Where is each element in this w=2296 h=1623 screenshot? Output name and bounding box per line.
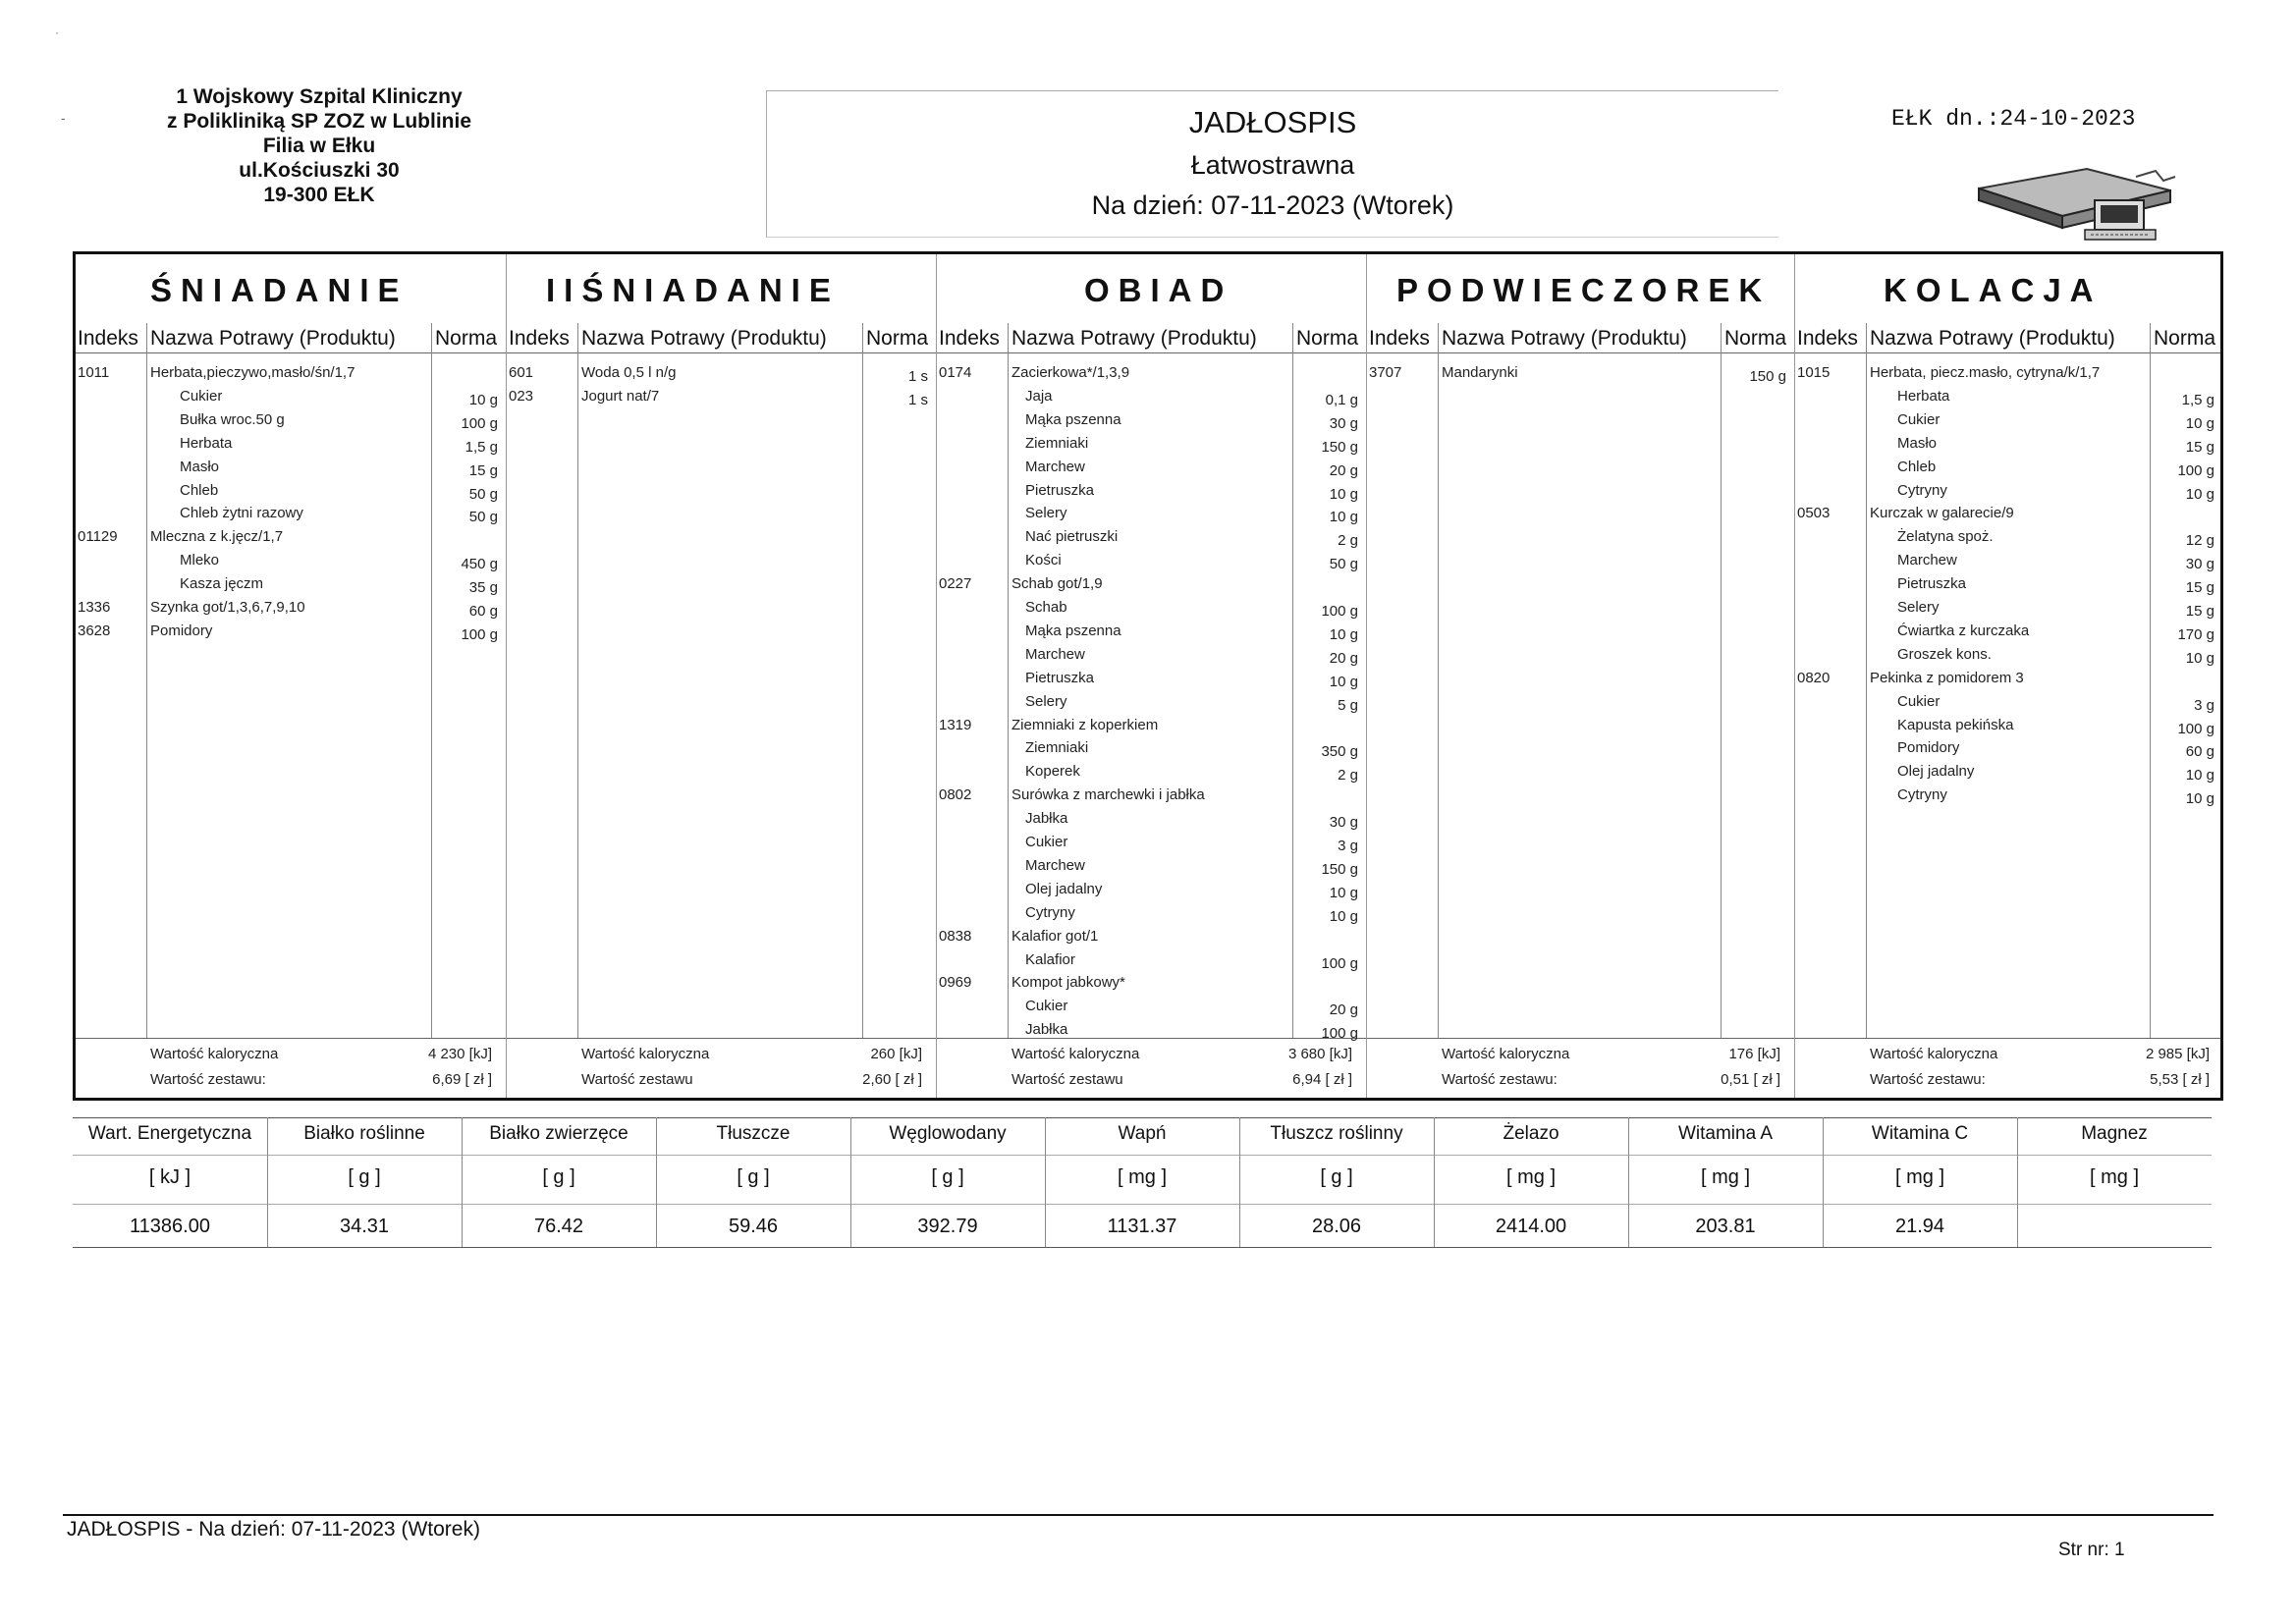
nutrient-unit: [ mg ] — [2089, 1166, 2139, 1188]
grid-line — [577, 323, 578, 1038]
meal-title: KOLACJA — [1884, 272, 2103, 308]
dish-index: 601 — [509, 364, 534, 381]
nutrient-unit: [ g ] — [1320, 1166, 1353, 1188]
ingredient-name: Chleb żytni razowy — [180, 505, 303, 522]
calorie-value: 3 680 [kJ] — [1287, 1046, 1352, 1062]
norm-quantity: 30 g — [1329, 414, 1358, 432]
column-header-name: Nazwa Potrawy (Produktu) — [150, 327, 396, 350]
norm-quantity: 3 g — [1338, 838, 1358, 854]
column-header-index: Indeks — [1369, 327, 1430, 350]
nutrient-value: 392.79 — [917, 1216, 978, 1237]
nutrient-value: 1131.37 — [1107, 1216, 1177, 1237]
norm-quantity: 20 g — [1329, 649, 1358, 667]
norm-quantity: 100 g — [2177, 461, 2214, 479]
norm-quantity: 10 g — [1329, 673, 1358, 690]
nutrient-value: 34.31 — [339, 1216, 390, 1237]
ingredient-name: Olej jadalny — [1025, 880, 1103, 897]
scan-mark: · — [55, 26, 59, 39]
nutrient-label: Witamina A — [1677, 1123, 1774, 1144]
hospital-affiliation: z Polikliniką SP ZOZ w Lublinie — [167, 110, 471, 133]
nutrient-unit: [ g ] — [737, 1166, 770, 1188]
calorie-value: 260 [kJ] — [870, 1046, 922, 1062]
norm-quantity: 15 g — [468, 461, 498, 479]
norm-quantity: 100 g — [1321, 1025, 1358, 1043]
nutrient-unit: [ g ] — [348, 1166, 381, 1188]
meal-column — [76, 254, 506, 1098]
ingredient-name: Cukier — [1025, 998, 1068, 1015]
ingredient-name: Masło — [1897, 434, 1938, 452]
nutrient-label: Witamina C — [1871, 1123, 1969, 1144]
meal-title: OBIAD — [1084, 272, 1233, 308]
norm-quantity: 350 g — [1321, 743, 1358, 761]
ingredient-name: Chleb — [1897, 458, 1937, 475]
dish-name: Pekinka z pomidorem 3 — [1870, 669, 2024, 686]
column-header-name: Nazwa Potrawy (Produktu) — [1870, 327, 2115, 350]
ingredient-name: Pomidory — [1897, 739, 1960, 757]
grid-line — [73, 1247, 2212, 1248]
nutrient-unit: [ kJ ] — [148, 1166, 191, 1188]
column-header-norm: Norma — [1724, 327, 1787, 350]
cost-label: Wartość zestawu: — [1442, 1071, 1558, 1088]
dish-index: 023 — [509, 387, 534, 405]
meal-column — [506, 254, 936, 1098]
ingredient-name: Marchew — [1025, 856, 1085, 874]
norm-quantity: 60 g — [468, 603, 498, 620]
norm-quantity: 1 s — [907, 368, 928, 385]
nutrient-unit: [ mg ] — [1700, 1166, 1750, 1188]
footer-title: JADŁOSPIS - Na dzień: 07-11-2023 (Wtorek) — [67, 1518, 480, 1541]
ingredient-name: Cukier — [180, 387, 223, 405]
cost-value: 2,60 [ zł ] — [862, 1071, 922, 1088]
calorie-label: Wartość kaloryczna — [1442, 1046, 1570, 1062]
ingredient-name: Jaja — [1025, 387, 1053, 405]
norm-quantity: 10 g — [1329, 884, 1358, 901]
column-header-index: Indeks — [509, 327, 570, 350]
ingredient-name: Cukier — [1025, 834, 1068, 850]
dish-name: Surówka z marchewki i jabłka — [1011, 786, 1205, 804]
grid-line — [73, 1155, 2212, 1156]
menu-table — [73, 251, 2223, 1101]
nutrient-unit: [ mg ] — [1117, 1166, 1167, 1188]
meal-column — [936, 254, 1366, 1098]
cost-value: 6,94 [ zł ] — [1292, 1071, 1352, 1088]
grid-line — [73, 1117, 2212, 1118]
dish-index: 0503 — [1797, 505, 1831, 522]
ingredient-name: Kalafior — [1025, 950, 1075, 968]
ingredient-name: Herbata — [1897, 387, 1950, 405]
nutrient-label: Żelazo — [1503, 1123, 1559, 1144]
menu-date: Na dzień: 07-11-2023 (Wtorek) — [1091, 190, 1454, 220]
cost-label: Wartość zestawu — [581, 1071, 693, 1088]
hospital-city: 19-300 EŁK — [263, 184, 375, 206]
grid-line — [431, 323, 432, 1038]
dish-name: Szynka got/1,3,6,7,9,10 — [150, 599, 305, 616]
page-title: JADŁOSPIS — [1188, 105, 1357, 139]
norm-quantity: 20 g — [1329, 1001, 1358, 1019]
grid-line — [1292, 323, 1293, 1038]
norm-quantity: 10 g — [1329, 907, 1358, 925]
dish-index: 0802 — [939, 786, 972, 804]
hospital-address — [118, 84, 520, 207]
column-header-norm: Norma — [866, 327, 929, 350]
norm-quantity: 10 g — [2185, 485, 2214, 503]
dish-name: Herbata,pieczywo,masło/śn/1,7 — [150, 364, 355, 381]
nutrient-value: 2414.00 — [1495, 1216, 1567, 1237]
dish-name: Mleczna z k.jęcz/1,7 — [150, 528, 284, 546]
dish-name: Kompot jabkowy* — [1011, 974, 1125, 992]
norm-quantity: 35 g — [468, 579, 498, 597]
cost-value: 6,69 [ zł ] — [432, 1071, 492, 1088]
meal-title: PODWIECZOREK — [1396, 272, 1772, 308]
column-header-norm: Norma — [1296, 327, 1359, 350]
ingredient-name: Olej jadalny — [1897, 763, 1975, 781]
dish-index: 0820 — [1797, 669, 1831, 686]
ingredient-name: Koperek — [1025, 763, 1080, 781]
nutrient-value: 21.94 — [1894, 1216, 1945, 1237]
norm-quantity: 3 g — [2194, 696, 2214, 714]
norm-quantity: 150 g — [1321, 860, 1358, 878]
nutrient-label: Wart. Energetyczna — [87, 1123, 252, 1144]
meal-title: ŚNIADANIE — [150, 272, 409, 308]
ingredient-name: Mąka pszenna — [1025, 410, 1121, 428]
norm-quantity: 15 g — [2185, 579, 2214, 597]
norm-quantity: 100 g — [1321, 603, 1358, 620]
ingredient-name: Pietruszka — [1897, 575, 1967, 593]
scan-mark: - — [61, 110, 66, 126]
cost-value: 5,53 [ zł ] — [2150, 1071, 2210, 1088]
cost-label: Wartość zestawu — [1011, 1071, 1123, 1088]
cost-label: Wartość zestawu: — [150, 1071, 266, 1088]
norm-quantity: 60 g — [2185, 743, 2214, 761]
ingredient-name: Masło — [180, 458, 220, 475]
ingredient-name: Herbata — [180, 434, 233, 452]
dish-name: Zacierkowa*/1,3,9 — [1011, 364, 1130, 381]
dish-index: 1015 — [1797, 364, 1831, 381]
dish-index: 3707 — [1369, 364, 1402, 381]
title-block — [766, 90, 1778, 238]
norm-quantity: 100 g — [461, 414, 498, 432]
ingredient-name: Mąka pszenna — [1025, 622, 1121, 639]
norm-quantity: 10 g — [1329, 485, 1358, 503]
nutrient-unit: [ g ] — [542, 1166, 575, 1188]
ingredient-name: Selery — [1897, 599, 1940, 616]
calorie-value: 176 [kJ] — [1728, 1046, 1780, 1062]
hospital-name: 1 Wojskowy Szpital Kliniczny — [176, 85, 463, 108]
norm-quantity: 5 g — [1338, 696, 1358, 714]
ingredient-name: Ziemniaki — [1025, 434, 1089, 452]
norm-quantity: 10 g — [1329, 509, 1358, 526]
norm-quantity: 100 g — [2177, 720, 2214, 737]
meal-column — [1366, 254, 1794, 1098]
nutrition-table — [73, 1117, 2214, 1247]
dish-index: 0174 — [939, 364, 972, 381]
dish-name: Herbata, piecz.masło, cytryna/k/1,7 — [1870, 364, 2101, 381]
grid-line — [1008, 323, 1009, 1038]
grid-line — [1721, 323, 1722, 1038]
column-header-name: Nazwa Potrawy (Produktu) — [1442, 327, 1687, 350]
norm-quantity: 450 g — [461, 556, 498, 573]
dish-name: Jogurt nat/7 — [581, 387, 660, 405]
ingredient-name: Pietruszka — [1025, 481, 1095, 499]
calorie-label: Wartość kaloryczna — [581, 1046, 710, 1062]
norm-quantity: 10 g — [1329, 625, 1358, 643]
norm-quantity: 12 g — [2185, 532, 2214, 550]
norm-quantity: 15 g — [2185, 603, 2214, 620]
meal-title: IIŚNIADANIE — [546, 272, 840, 308]
nutrient-value: 76.42 — [533, 1216, 584, 1237]
norm-quantity: 15 g — [2185, 438, 2214, 456]
ingredient-name: Selery — [1025, 692, 1067, 710]
nutrient-value: 59.46 — [728, 1216, 779, 1237]
ingredient-name: Kasza jęczm — [180, 575, 264, 593]
cost-value: 0,51 [ zł ] — [1721, 1071, 1780, 1088]
grid-line — [73, 1204, 2212, 1205]
norm-quantity: 10 g — [2185, 790, 2214, 808]
ingredient-name: Schab — [1025, 599, 1067, 616]
ingredient-name: Marchew — [1897, 552, 1957, 569]
nutrient-unit: [ mg ] — [1894, 1166, 1944, 1188]
norm-quantity: 10 g — [468, 391, 498, 408]
ingredient-name: Jabłka — [1025, 1021, 1068, 1039]
grid-line — [2150, 323, 2151, 1038]
column-header-index: Indeks — [939, 327, 1000, 350]
norm-quantity: 1,5 g — [2181, 391, 2214, 408]
norm-quantity: 20 g — [1329, 461, 1358, 479]
calorie-label: Wartość kaloryczna — [1011, 1046, 1140, 1062]
nutrient-unit: [ mg ] — [1505, 1166, 1556, 1188]
grid-line — [1438, 323, 1439, 1038]
dish-name: Woda 0,5 l n/g — [581, 364, 677, 381]
norm-quantity: 30 g — [2185, 556, 2214, 573]
dish-name: Ziemniaki z koperkiem — [1011, 716, 1159, 733]
dish-index: 1011 — [78, 364, 110, 381]
ingredient-name: Cytryny — [1025, 903, 1075, 921]
dish-name: Kurczak w galarecie/9 — [1870, 505, 2014, 522]
ingredient-name: Kości — [1025, 552, 1062, 569]
norm-quantity: 50 g — [1329, 556, 1358, 573]
norm-quantity: 2 g — [1338, 532, 1358, 550]
calorie-value: 2 985 [kJ] — [2145, 1046, 2210, 1062]
ingredient-name: Groszek kons. — [1897, 645, 1992, 663]
nutrient-label: Magnez — [2081, 1123, 2148, 1144]
norm-quantity: 100 g — [461, 625, 498, 643]
calorie-value: 4 230 [kJ] — [427, 1046, 492, 1062]
book-computer-icon — [1969, 149, 2185, 252]
norm-quantity: 170 g — [2177, 625, 2214, 643]
norm-quantity: 1 s — [907, 391, 928, 408]
dish-index: 1336 — [78, 599, 111, 616]
ingredient-name: Cytryny — [1897, 481, 1947, 499]
norm-quantity: 30 g — [1329, 814, 1358, 832]
ingredient-name: Ziemniaki — [1025, 739, 1089, 757]
ingredient-name: Marchew — [1025, 645, 1085, 663]
nutrient-unit: [ g ] — [931, 1166, 964, 1188]
footer-divider — [63, 1514, 2214, 1516]
column-header-index: Indeks — [78, 327, 138, 350]
norm-quantity: 100 g — [1321, 954, 1358, 972]
ingredient-name: Ćwiartka z kurczaka — [1897, 622, 2030, 639]
norm-quantity: 10 g — [2185, 767, 2214, 784]
ingredient-name: Selery — [1025, 505, 1067, 522]
hospital-street: ul.Kościuszki 30 — [239, 159, 400, 182]
column-header-name: Nazwa Potrawy (Produktu) — [1011, 327, 1257, 350]
norm-quantity: 50 g — [468, 485, 498, 503]
cost-label: Wartość zestawu: — [1870, 1071, 1986, 1088]
ingredient-name: Bułka wroc.50 g — [180, 410, 285, 428]
grid-line — [146, 323, 147, 1038]
nutrient-label: Wapń — [1118, 1123, 1167, 1144]
dish-index: 3628 — [78, 622, 111, 639]
dish-index: 0838 — [939, 927, 972, 945]
nutrient-value: 11386.00 — [130, 1216, 210, 1237]
ingredient-name: Cukier — [1897, 410, 1941, 428]
nutrient-label: Białko zwierzęce — [489, 1123, 629, 1144]
dish-name: Pomidory — [150, 622, 213, 639]
norm-quantity: 10 g — [2185, 649, 2214, 667]
dish-name: Mandarynki — [1442, 364, 1518, 381]
norm-quantity: 50 g — [468, 509, 498, 526]
issue-date: EŁK dn.:24-10-2023 — [1891, 106, 2136, 132]
calorie-label: Wartość kaloryczna — [1870, 1046, 1998, 1062]
column-header-index: Indeks — [1797, 327, 1858, 350]
nutrient-value: 203.81 — [1695, 1216, 1756, 1237]
diet-name: Łatwostrawna — [1190, 150, 1355, 180]
dish-index: 0227 — [939, 575, 972, 593]
nutrient-label: Tłuszcz roślinny — [1270, 1123, 1403, 1144]
norm-quantity: 0,1 g — [1325, 391, 1358, 408]
ingredient-name: Chleb — [180, 481, 219, 499]
dish-name: Schab got/1,9 — [1011, 575, 1103, 593]
dish-name: Kalafior got/1 — [1011, 927, 1099, 945]
norm-quantity: 150 g — [1749, 368, 1786, 385]
ingredient-name: Cytryny — [1897, 786, 1947, 804]
dish-index: 0969 — [939, 974, 972, 992]
nutrient-label: Tłuszcze — [716, 1123, 791, 1144]
column-header-name: Nazwa Potrawy (Produktu) — [581, 327, 827, 350]
ingredient-name: Kapusta pekińska — [1897, 716, 2014, 733]
grid-line — [1866, 323, 1867, 1038]
dish-index: 1319 — [939, 716, 972, 733]
ingredient-name: Żelatyna spoż. — [1897, 528, 1994, 546]
norm-quantity: 150 g — [1321, 438, 1358, 456]
ingredient-name: Pietruszka — [1025, 669, 1095, 686]
column-header-norm: Norma — [435, 327, 498, 350]
ingredient-name: Marchew — [1025, 458, 1085, 475]
norm-quantity: 10 g — [2185, 414, 2214, 432]
grid-line — [862, 323, 863, 1038]
nutrient-label: Węglowodany — [889, 1123, 1007, 1144]
dish-index: 01129 — [78, 528, 118, 546]
ingredient-name: Cukier — [1897, 692, 1941, 710]
ingredient-name: Jabłka — [1025, 810, 1068, 828]
ingredient-name: Nać pietruszki — [1025, 528, 1119, 546]
nutrient-label: Białko roślinne — [303, 1123, 425, 1144]
meal-column — [1794, 254, 2223, 1098]
norm-quantity: 2 g — [1338, 767, 1358, 784]
norm-quantity: 1,5 g — [465, 438, 498, 456]
calorie-label: Wartość kaloryczna — [150, 1046, 279, 1062]
nutrient-value: 28.06 — [1311, 1216, 1362, 1237]
page-number: Str nr: 1 — [2058, 1540, 2125, 1560]
column-header-norm: Norma — [2154, 327, 2216, 350]
ingredient-name: Mleko — [180, 552, 220, 569]
hospital-branch: Filia w Ełku — [262, 135, 376, 157]
